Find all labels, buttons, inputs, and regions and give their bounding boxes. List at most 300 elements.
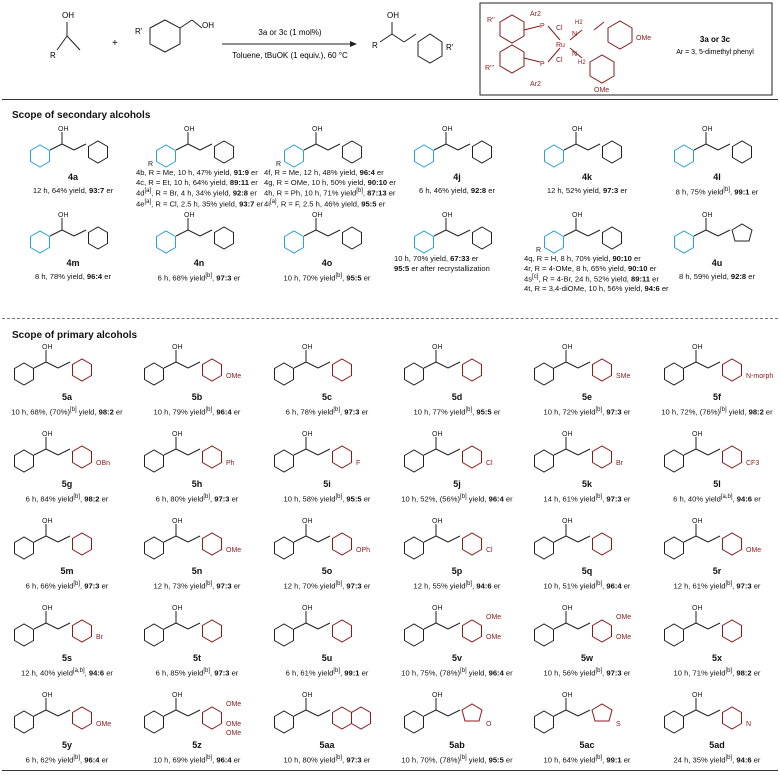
right-aryl-ring — [333, 533, 352, 555]
substituent-label: Br — [96, 634, 103, 641]
chain-bond — [294, 362, 306, 368]
reactant-benzyl — [150, 20, 202, 52]
chain-bond — [188, 536, 200, 542]
left-aryl-ring — [665, 711, 684, 733]
catalyst-structure — [500, 15, 632, 83]
oh-label: OH — [42, 431, 53, 438]
compound-label: 4m — [66, 258, 80, 268]
section-secondary-title: Scope of secondary alcohols — [12, 110, 151, 121]
condition-lines — [524, 254, 669, 294]
product-rprime-label: R' — [446, 43, 454, 52]
compound-4j — [392, 122, 522, 204]
right-aryl-ring — [73, 707, 92, 729]
oh-label: OH — [562, 344, 573, 351]
structure-4l — [662, 122, 780, 170]
compound-conditions: 10 h, 72% yield[b], 97:3 er — [543, 407, 631, 417]
compound-conditions: 10 h, 52%, (56%)[b] yield, 96:4 er — [401, 494, 513, 504]
chain-bond — [708, 536, 720, 542]
compound-4o — [262, 208, 392, 290]
cat-n-bot: N — [572, 51, 578, 58]
substituent-label: N — [746, 721, 752, 728]
right-aryl-ring — [723, 533, 742, 555]
cat-p-top: P — [540, 23, 545, 30]
compound-conditions: 10 h, 64% yield[b], 99:1 er — [543, 755, 631, 765]
left-aryl-ring — [535, 537, 554, 559]
chain-bond — [294, 536, 306, 542]
chain-bond — [696, 362, 708, 368]
compound-5h — [132, 427, 262, 513]
reactant-oh-label: OH — [62, 11, 74, 20]
molecule-skeleton — [535, 350, 612, 385]
compound-conditions: 10 h, 75%, (78%)[b] yield, 96:4 er — [401, 668, 513, 678]
oh-label: OH — [42, 692, 53, 699]
compound-conditions: 12 h, 73% yield[b], 97:3 er — [153, 581, 241, 591]
molecule-skeleton — [665, 698, 742, 733]
structure-5d — [392, 340, 522, 390]
structure-4m — [18, 208, 148, 256]
compound-4b-4e — [134, 122, 264, 209]
compound-conditions: 10 h, 56% yield[b], 97:3 er — [543, 668, 631, 678]
right-aryl-ring — [463, 533, 482, 555]
compound-conditions: 12 h, 55% yield[b], 94:6 er — [413, 581, 501, 591]
chain-bond — [708, 710, 720, 716]
molecule-skeleton — [665, 611, 742, 646]
compound-5p — [392, 514, 522, 600]
compound-5c — [262, 340, 392, 426]
chain-bond — [554, 362, 566, 368]
oh-label: OH — [572, 126, 583, 133]
molecule-skeleton — [31, 218, 108, 253]
left-aryl-ring — [285, 231, 304, 253]
substituent-label: OMe — [616, 634, 632, 641]
chain-bond — [554, 449, 566, 455]
compound-5ad — [652, 688, 780, 774]
oh-label: OH — [432, 344, 443, 351]
compound-5e — [522, 340, 652, 426]
compound-5w — [522, 601, 652, 687]
benzyl-oh-label: OH — [202, 21, 214, 30]
oh-label: OH — [302, 518, 313, 525]
chain-bond — [58, 449, 70, 455]
oh-label: OH — [184, 212, 195, 219]
left-aryl-ring — [275, 624, 294, 646]
chain-bond — [176, 449, 188, 455]
cat-cl-bot: Cl — [556, 57, 563, 64]
chain-bond — [684, 623, 696, 629]
compound-conditions: 6 h, 85% yield[b], 97:3 er — [155, 668, 239, 678]
chain-bond — [200, 144, 212, 150]
left-aryl-ring — [145, 450, 164, 472]
chain-bond — [554, 623, 566, 629]
chain-bond — [306, 623, 318, 629]
compound-5q — [522, 514, 652, 600]
right-aryl-ring — [603, 227, 622, 249]
molecule-skeleton — [285, 132, 362, 167]
compound-5aa — [262, 688, 392, 774]
molecule-skeleton — [145, 611, 222, 646]
oh-label: OH — [432, 518, 443, 525]
compound-4n — [134, 208, 264, 290]
compound-conditions: 10 h, 70%, (78%)[b] yield, 95:5 er — [401, 755, 513, 765]
left-aryl-ring — [15, 624, 34, 646]
structure-4k — [532, 122, 662, 170]
right-aryl-ring — [723, 707, 742, 729]
compound-5j — [392, 427, 522, 513]
compound-5ab — [392, 688, 522, 774]
left-aryl-ring — [675, 145, 694, 167]
compound-conditions: 10 h, 58% yield[b], 95:5 er — [283, 494, 371, 504]
compound-conditions: 8 h, 78% yield, 96:4 er — [35, 272, 111, 281]
oh-label: OH — [42, 518, 53, 525]
structure-5q — [522, 514, 652, 564]
chain-bond — [306, 536, 318, 542]
compound-5l — [652, 427, 780, 513]
condition-line: 95:5 er after recrystallization — [394, 263, 490, 273]
structure-5u — [262, 601, 392, 651]
substituent-label: N-morph — [746, 373, 774, 380]
left-aryl-ring — [545, 145, 564, 167]
molecule-skeleton — [145, 350, 222, 385]
section-primary-title: Scope of primary alcohols — [12, 330, 138, 341]
chain-bond — [46, 449, 58, 455]
left-aryl-ring — [665, 450, 684, 472]
substituent-label: CF3 — [746, 460, 760, 467]
chain-bond — [436, 536, 448, 542]
condition-line: 4h, R = Ph, 10 h, 71% yield[b], 87:13 er — [264, 188, 396, 198]
compound-label: 5m — [60, 566, 74, 576]
chain-bond — [34, 536, 46, 542]
compound-label: 4a — [67, 172, 78, 182]
footer-rule — [2, 770, 778, 771]
substituent-label-3: OMe — [226, 730, 242, 737]
right-aryl-ring — [593, 359, 612, 381]
molecule-skeleton — [405, 350, 482, 385]
substituent-label: Ph — [226, 460, 235, 467]
chain-bond — [554, 710, 566, 716]
right-aryl-ring — [333, 446, 352, 468]
chain-bond — [304, 230, 316, 236]
compound-conditions: 10 h, 79% yield[b], 96:4 er — [153, 407, 241, 417]
left-aryl-ring — [31, 145, 50, 167]
oh-label: OH — [172, 692, 183, 699]
chain-bond — [578, 362, 590, 368]
molecule-skeleton — [15, 524, 92, 559]
oh-label: OH — [42, 344, 53, 351]
left-aryl-ring — [285, 145, 304, 167]
structure-4u — [662, 208, 780, 256]
molecule-skeleton — [675, 132, 752, 167]
chain-bond — [188, 449, 200, 455]
chain-bond — [566, 623, 578, 629]
chain-bond — [696, 623, 708, 629]
molecule-skeleton — [145, 437, 222, 472]
product-oh-label: OH — [387, 11, 399, 20]
chain-bond — [50, 144, 62, 150]
compound-4a — [8, 122, 138, 204]
molecule-skeleton — [405, 611, 482, 646]
substituent-label: OMe — [226, 721, 242, 728]
cat-cl-top: Cl — [556, 25, 563, 32]
condition-lines — [264, 168, 396, 209]
substituent-label: OMe — [746, 547, 762, 554]
chain-bond — [706, 144, 718, 150]
cat-h2-bot: H2 — [578, 60, 586, 66]
compound-5o — [262, 514, 392, 600]
compound-4p — [392, 208, 522, 290]
chain-bond — [318, 362, 330, 368]
compound-label: 5z — [192, 740, 202, 750]
compound-4l — [652, 122, 780, 204]
oh-label: OH — [42, 605, 53, 612]
compound-conditions: 10 h, 70% yield[b], 95:5 er — [283, 273, 371, 283]
compound-label: 5f — [712, 392, 721, 402]
compound-label: 5w — [580, 653, 593, 663]
left-aryl-ring — [665, 624, 684, 646]
structure-4a — [18, 122, 148, 170]
compound-label: 5v — [451, 653, 462, 663]
substituent-label: Cl — [486, 460, 493, 467]
right-aryl-ring — [593, 620, 612, 642]
chain-bond — [58, 536, 70, 542]
compound-label: 5o — [321, 566, 333, 576]
plus-sign: + — [112, 38, 118, 49]
chain-bond — [696, 449, 708, 455]
compound-label: 5ad — [709, 740, 725, 750]
left-aryl-ring — [15, 363, 34, 385]
compound-label: 5d — [451, 392, 463, 402]
chain-bond — [164, 536, 176, 542]
left-aryl-ring — [145, 624, 164, 646]
molecule-skeleton — [405, 524, 482, 559]
molecule-skeleton — [31, 132, 108, 167]
chain-bond — [424, 623, 436, 629]
compound-label: 4l — [713, 172, 721, 182]
product-structure — [380, 22, 442, 63]
oh-label: OH — [172, 605, 183, 612]
compound-5x — [652, 601, 780, 687]
oh-label: OH — [184, 126, 195, 133]
oh-label: OH — [562, 692, 573, 699]
left-aryl-ring — [405, 537, 424, 559]
substituent-label: OMe — [226, 373, 242, 380]
chain-bond — [424, 710, 436, 716]
oh-label: OH — [692, 692, 703, 699]
compound-label: 5i — [323, 479, 331, 489]
r-group-label: R — [148, 161, 154, 168]
chain-bond — [448, 710, 460, 716]
chain-bond — [164, 449, 176, 455]
compound-label: 4j — [453, 172, 461, 182]
chain-bond — [304, 144, 316, 150]
oh-label: OH — [692, 605, 703, 612]
catalyst-label: 3a or 3c — [699, 35, 731, 44]
molecule-skeleton — [535, 524, 612, 559]
chain-bond — [446, 230, 458, 236]
structure-5r — [652, 514, 780, 564]
chain-bond — [436, 449, 448, 455]
compound-5b — [132, 340, 262, 426]
molecule-skeleton — [157, 132, 234, 167]
chain-bond — [46, 362, 58, 368]
molecule-skeleton — [535, 437, 612, 472]
structure-4f-4i — [272, 122, 402, 170]
chain-bond — [306, 710, 318, 716]
left-aryl-ring — [275, 363, 294, 385]
compound-5u — [262, 601, 392, 687]
chain-bond — [576, 144, 588, 150]
right-aryl-ring — [203, 707, 222, 729]
structure-5g — [2, 427, 132, 477]
compound-label: 5b — [191, 392, 203, 402]
substituent-label: OMe — [486, 634, 502, 641]
oh-label: OH — [562, 518, 573, 525]
cat-ru: Ru — [556, 42, 565, 49]
molecule-skeleton — [15, 350, 92, 385]
substituent-label: O — [486, 721, 492, 728]
compound-conditions: 6 h, 80% yield[b], 97:3 er — [155, 494, 239, 504]
compound-conditions: 10 h, 72%, (76%)[b] yield, 98:2 er — [661, 407, 773, 417]
left-aryl-ring — [145, 363, 164, 385]
compound-conditions: 10 h, 51% yield[b], 96:4 er — [543, 581, 631, 591]
substituent-label: Br — [616, 460, 623, 467]
molecule-skeleton — [665, 437, 742, 472]
compound-conditions: 12 h, 64% yield, 93:7 er — [32, 186, 114, 195]
chain-bond — [188, 623, 200, 629]
right-aryl-ring — [203, 359, 222, 381]
structure-5i — [262, 427, 392, 477]
chain-bond — [62, 230, 74, 236]
substituent-label: SMe — [616, 373, 631, 380]
left-aryl-ring — [275, 450, 294, 472]
chain-bond — [448, 623, 460, 629]
chain-bond — [436, 710, 448, 716]
oh-label: OH — [572, 212, 583, 219]
chain-bond — [294, 449, 306, 455]
cat-ome-1: OMe — [636, 35, 652, 42]
right-aryl-ring — [73, 446, 92, 468]
chain-bond — [188, 710, 200, 716]
compound-label: 5q — [581, 566, 593, 576]
condition-line: 4i[a], R = F, 2.5 h, 46% yield, 95:5 er — [264, 199, 386, 209]
chain-bond — [328, 144, 340, 150]
structure-5ac — [522, 688, 652, 738]
oh-label: OH — [312, 126, 323, 133]
compound-label: 4n — [193, 258, 205, 268]
chain-bond — [424, 362, 436, 368]
structure-5s — [2, 601, 132, 651]
molecule-skeleton — [157, 218, 234, 253]
molecule-skeleton — [275, 350, 352, 385]
condition-line: 10 h, 70% yield, 67:33 er — [394, 254, 479, 263]
chain-bond — [176, 536, 188, 542]
compound-label: 5p — [451, 566, 463, 576]
chain-bond — [578, 710, 590, 716]
chain-bond — [588, 144, 600, 150]
oh-label: OH — [302, 344, 313, 351]
reactant-rprime-label: R' — [135, 27, 143, 36]
molecule-skeleton — [145, 698, 222, 733]
left-aryl-ring — [545, 231, 564, 253]
chain-bond — [694, 144, 706, 150]
structure-5c — [262, 340, 392, 390]
compound-conditions: 6 h, 40% yield[a,b], 94:6 er — [673, 494, 761, 504]
section-divider — [2, 318, 778, 319]
left-aryl-ring — [31, 231, 50, 253]
substituent-label: S — [616, 721, 621, 728]
molecule-skeleton — [545, 218, 622, 253]
compound-conditions: 10 h, 77% yield[b], 95:5 er — [413, 407, 501, 417]
condition-line: 4c, R = Et, 10 h, 64% yield, 89:11 er — [136, 177, 258, 187]
condition-line: 4d[a], R = Br, 4 h, 34% yield, 92:8 er — [136, 188, 257, 198]
compound-label: 4o — [321, 258, 333, 268]
molecule-skeleton — [15, 437, 92, 472]
compound-conditions: 8 h, 75% yield[b], 99:1 er — [675, 187, 759, 197]
condition-line: 4f, R = Me, 12 h, 48% yield, 96:4 er — [264, 168, 384, 177]
structure-5z — [132, 688, 262, 738]
chain-bond — [684, 710, 696, 716]
chain-bond — [34, 623, 46, 629]
left-aryl-ring — [275, 711, 294, 733]
compound-label: 5n — [191, 566, 203, 576]
reaction-arrowhead — [350, 41, 357, 47]
chain-bond — [434, 230, 446, 236]
oh-label: OH — [302, 431, 313, 438]
molecule-skeleton — [415, 132, 492, 167]
compound-label: 5k — [581, 479, 592, 489]
left-aryl-ring — [415, 231, 434, 253]
compound-5m — [2, 514, 132, 600]
chain-bond — [566, 362, 578, 368]
condition-line: 4t, R = 3,4-diOMe, 10 h, 56% yield, 94:6 er — [524, 284, 669, 294]
reaction-header — [0, 0, 780, 98]
structure-5n — [132, 514, 262, 564]
condition-line: 4s[c], R = 4-Br, 24 h, 52% yield, 89:11 er — [524, 274, 659, 284]
structure-5ab — [392, 688, 522, 738]
chain-bond — [708, 449, 720, 455]
chain-bond — [34, 449, 46, 455]
condition-lines — [136, 168, 263, 209]
compound-label: 5aa — [319, 740, 335, 750]
chain-bond — [696, 536, 708, 542]
oh-label: OH — [692, 518, 703, 525]
oh-label: OH — [302, 692, 313, 699]
left-aryl-ring — [665, 537, 684, 559]
chain-bond — [564, 144, 576, 150]
structure-4o — [272, 208, 402, 256]
oh-label: OH — [562, 605, 573, 612]
left-aryl-ring — [535, 363, 554, 385]
compound-5s — [2, 601, 132, 687]
compound-label: 5e — [581, 392, 592, 402]
left-aryl-ring — [405, 363, 424, 385]
left-aryl-ring — [157, 231, 176, 253]
right-aryl-ring — [473, 227, 492, 249]
cat-h2-top: H2 — [575, 20, 583, 26]
compound-conditions: 6 h, 78% yield[b], 97:3 er — [285, 407, 369, 417]
compound-conditions: 6 h, 62% yield[b], 96:4 er — [25, 755, 109, 765]
molecule-skeleton — [275, 611, 352, 646]
left-aryl-ring — [145, 537, 164, 559]
oh-label: OH — [432, 431, 443, 438]
condition-lines — [394, 254, 490, 273]
right-aryl-ring — [723, 620, 742, 642]
chain-bond — [46, 623, 58, 629]
structure-5x — [652, 601, 780, 651]
right-aryl-ring — [203, 533, 222, 555]
compound-label: 5ab — [449, 740, 465, 750]
right-aryl-ring — [89, 141, 108, 163]
cat-ome-2: OMe — [594, 87, 610, 94]
